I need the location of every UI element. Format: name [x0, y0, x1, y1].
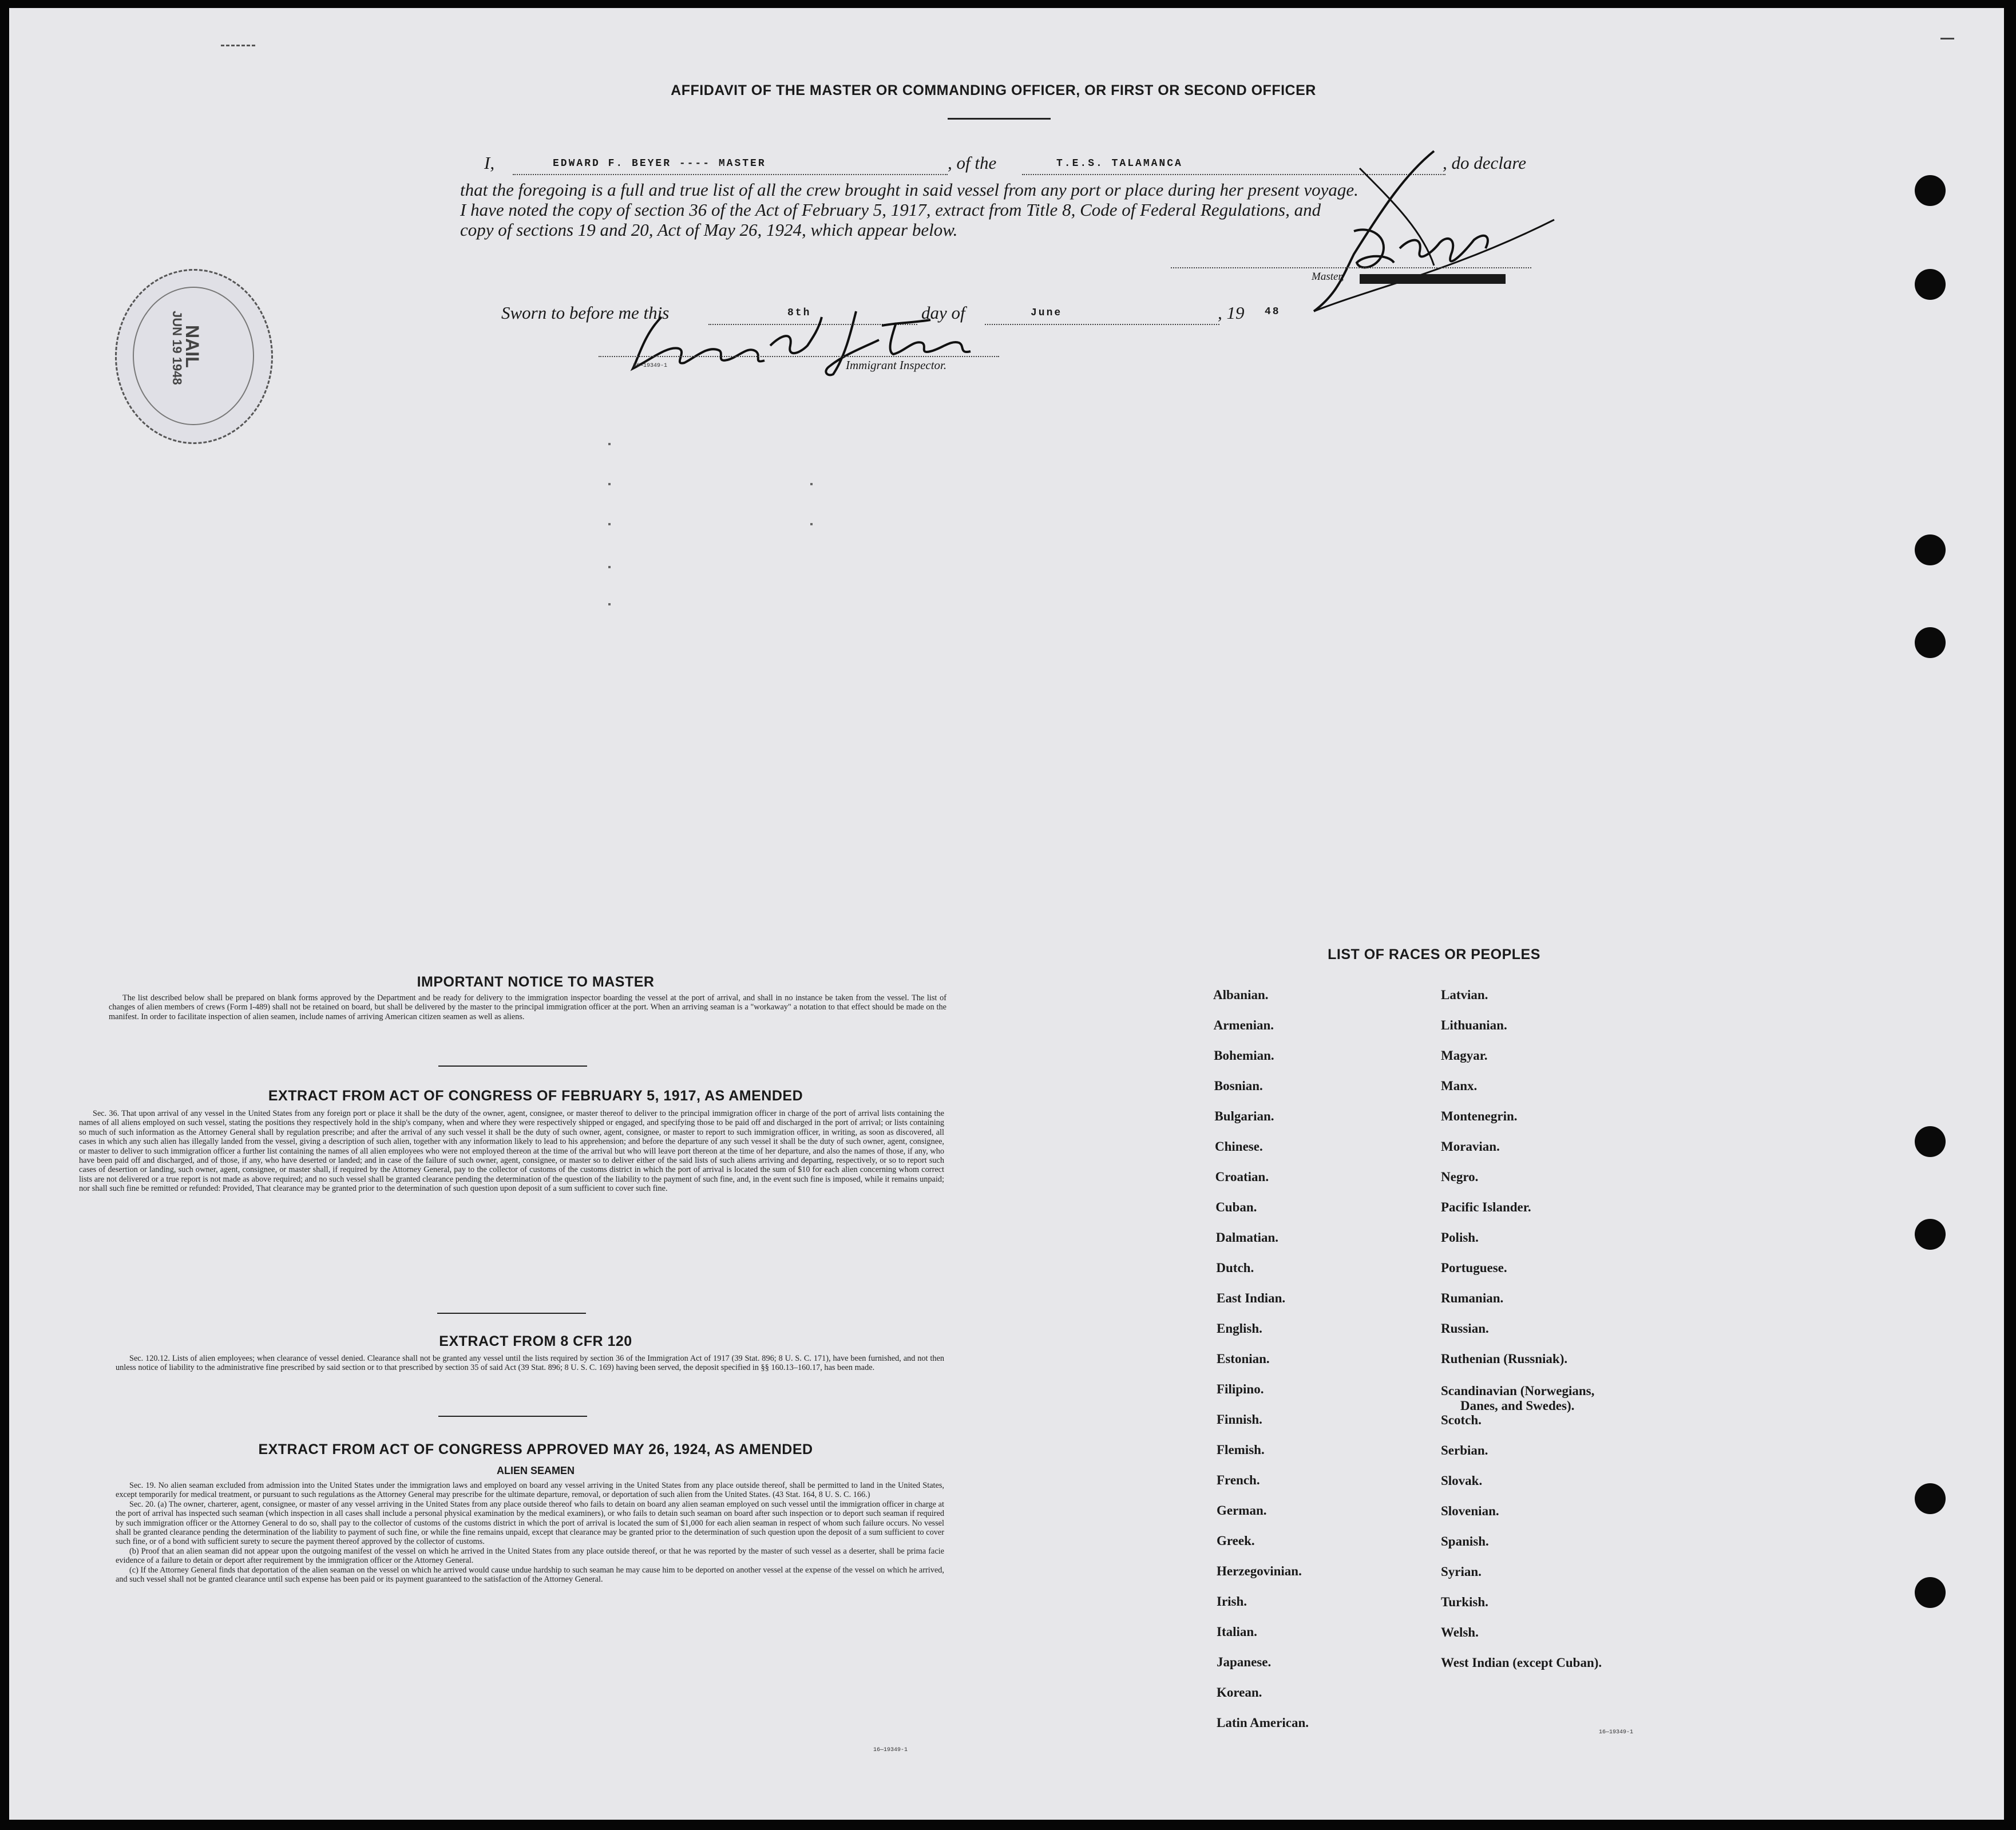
notice-text-block — [109, 993, 946, 1021]
race-item: Flemish. — [1217, 1443, 1265, 1457]
race-item: French. — [1217, 1473, 1260, 1487]
race-item: Scotch. — [1441, 1413, 1482, 1427]
race-item: Latin American. — [1217, 1716, 1309, 1730]
race-item: Estonian. — [1217, 1352, 1270, 1366]
extract-1917-block — [79, 1109, 944, 1194]
race-item: East Indian. — [1217, 1291, 1286, 1305]
stamp-text-nail: NAIL — [182, 325, 203, 368]
sworn-month: June — [1031, 307, 1063, 319]
race-item: Welsh. — [1441, 1625, 1479, 1639]
punch-hole — [1915, 1483, 1946, 1514]
race-item: Danes, and Swedes). — [1460, 1399, 1575, 1413]
punch-hole — [1915, 269, 1946, 300]
race-item: Dalmatian. — [1215, 1230, 1279, 1245]
extract-8cfr-block — [116, 1354, 944, 1373]
of-the-label: , of the — [948, 153, 997, 173]
name-line — [513, 174, 948, 175]
affidavit-form-number: 16—19349-1 — [633, 363, 668, 369]
race-item: Finnish. — [1217, 1412, 1262, 1427]
inspector-label: Immigrant Inspector. — [846, 358, 947, 372]
punch-hole — [1915, 1126, 1946, 1157]
faint-mark — [810, 483, 813, 485]
faint-mark — [608, 523, 611, 525]
declarant-name: EDWARD F. BEYER ---- MASTER — [553, 158, 766, 169]
race-item: Japanese. — [1217, 1655, 1272, 1669]
extract-1924-block — [116, 1481, 944, 1584]
section-20b-text: (b) Proof that an alien seaman did not appear upon the outgoing manifest of the vessel on which he arrived in the United States from any place outside thereof, or that he was reported by the master of such vessel as a deserter, shall be prima facie evidence of a failure to detain or deport after requirement by the immigration officer or the Attorney General. — [116, 1546, 944, 1566]
race-item: Italian. — [1217, 1625, 1257, 1639]
sworn-year: 48 — [1265, 306, 1281, 318]
notice-text: The list described below shall be prepared on blank forms approved by the Department and be ready for delivery to the immigration inspector boarding the vessel at the port of arrival, and shall in no instance be taken from the vessel. The list of changes of alien members of crews (Form I-489) shall not be retained on board, but shall be delivered by the master to the principal immigration officer at the port. When an arriving seaman is a "workaway" a notation to that effect should be made on the manifest. In order to facilitate inspection of alien seamen, include names of arriving American citizen seamen as well as aliens. — [109, 993, 946, 1021]
race-item: Bulgarian. — [1214, 1109, 1274, 1123]
race-item: Pacific Islander. — [1441, 1200, 1531, 1214]
race-item: Portuguese. — [1441, 1261, 1507, 1275]
race-item: Dutch. — [1216, 1261, 1254, 1275]
extract-1917-title: EXTRACT FROM ACT OF CONGRESS OF FEBRUARY 5, 1917, AS AMENDED — [268, 1088, 803, 1104]
punch-hole — [1915, 175, 1946, 206]
punch-hole — [1915, 534, 1946, 565]
race-item: Ruthenian (Russniak). — [1441, 1352, 1568, 1366]
faint-mark — [608, 566, 611, 568]
stamp-text-date: JUN 19 1948 — [170, 311, 184, 385]
race-item: English. — [1217, 1321, 1262, 1336]
section-19-text: Sec. 19. No alien seaman excluded from admission into the United States under the immigration laws and employed on board any vessel arriving in the United States from any place outside thereof, shall be permitted to land in the United States, except temporarily for medical treatment, or pursuant to such regulations as the Attorney General may prescribe for the ultimate departure, removal, or deportation of such alien from the United States. (43 Stat. 164, 8 U. S. C. 166.) — [116, 1481, 944, 1500]
race-item: Filipino. — [1217, 1382, 1264, 1396]
faint-mark — [608, 603, 611, 605]
affidavit-line-4: copy of sections 19 and 20, Act of May 26, 1924, which appear below. — [460, 220, 958, 240]
race-item: Cuban. — [1215, 1200, 1257, 1214]
affidavit-title: AFFIDAVIT OF THE MASTER OR COMMANDING OFFICER, OR FIRST OR SECOND OFFICER — [671, 82, 1316, 98]
race-item: Armenian. — [1213, 1018, 1274, 1032]
race-item: Bosnian. — [1214, 1079, 1263, 1093]
race-item: Montenegrin. — [1441, 1109, 1518, 1123]
extract-8cfr-title: EXTRACT FROM 8 CFR 120 — [439, 1333, 632, 1349]
race-item: Scandinavian (Norwegians, — [1441, 1384, 1595, 1398]
race-item: Greek. — [1217, 1534, 1255, 1548]
race-item: Chinese. — [1215, 1139, 1263, 1154]
race-item: Syrian. — [1441, 1564, 1482, 1579]
punch-hole — [1915, 1577, 1946, 1608]
extract-8cfr-text: Sec. 120.12. Lists of alien employees; when clearance of vessel denied. Clearance shall not be granted any vessel until the lists required by section 36 of the Immigration Act of 1917 (39 Stat. 896; 8 U. S. C. 171), have been furnished, and not then unless notice of liability to the administrative fine prescribed by said section or to that prescribed by section 35 of said Act (39 Stat. 896; 8 U. S. C. 169) having been served, the deposit specified in §§ 160.13–160.17, has been made. — [116, 1354, 944, 1373]
punch-hole — [1915, 627, 1946, 658]
race-item: Moravian. — [1441, 1139, 1500, 1154]
sworn-day: 8th — [787, 307, 811, 319]
affidavit-line-3: I have noted the copy of section 36 of the Act of February 5, 1917, extract from Title 8, Code of Federal Regulations, and — [460, 200, 1321, 220]
section-20a-text: Sec. 20. (a) The owner, charterer, agent, consignee, or master of any vessel arriving in the United States from any place outside thereof who fails to detain on board any alien seaman employed on such vessel until the immigration officer in charge at the port of arrival has inspected such seaman (which inspection in all cases shall include a personal physical examination by the medical examiners), or who fails to detain such seaman on board after such inspection or to deport such seaman if required by such immigration officer or the Attorney General to do so, shall pay to the collector of customs of the customs district in which the port of arrival is located the sum of $1,000 for each alien seaman in respect of whom such failure occurs. No vessel shall be granted clearance pending the determination of the liability to payment of such fine, or while the fine remains unpaid, except that clearance may be granted prior to the determination of such question upon the deposit of a sum sufficient to cover such fine, or of a bond with sufficient surety to secure the payment thereof approved by the collector of customs. — [116, 1499, 944, 1547]
race-item: Irish. — [1217, 1594, 1247, 1609]
race-item: Polish. — [1441, 1230, 1479, 1245]
race-item: Russian. — [1441, 1321, 1489, 1336]
date-stamp — [115, 269, 273, 444]
extract-form-number: 16—19349-1 — [873, 1747, 908, 1753]
faint-mark — [810, 523, 813, 525]
section-rule — [437, 1313, 586, 1314]
vessel-name: T.E.S. TALAMANCA — [1056, 158, 1183, 169]
race-item: Herzegovinian. — [1217, 1564, 1302, 1578]
race-item: Negro. — [1441, 1170, 1479, 1184]
race-item: Magyar. — [1441, 1048, 1488, 1063]
master-label: Master, — [1312, 271, 1344, 283]
race-item: Slovak. — [1441, 1473, 1483, 1488]
race-item: Croatian. — [1215, 1170, 1269, 1184]
year-prefix: , 19 — [1218, 303, 1245, 323]
races-form-number: 16—19349-1 — [1599, 1729, 1634, 1736]
do-declare-label: , do declare — [1443, 153, 1527, 173]
race-item: Rumanian. — [1441, 1291, 1504, 1305]
faint-mark — [608, 483, 611, 485]
faint-mark — [608, 443, 611, 445]
inspector-signature-line — [599, 356, 999, 357]
race-item: Turkish. — [1441, 1595, 1488, 1609]
affidavit-line-2: that the foregoing is a full and true list of all the crew brought in said vessel from any port or place during her present voyage. — [460, 180, 1358, 200]
corner-mark — [1940, 38, 1954, 39]
extract-1917-text: Sec. 36. That upon arrival of any vessel in the United States from any foreign port or place it shall be the duty of the owner, agent, consignee, or master thereof to deliver to the principal immigration officer in charge of the port of arrival lists containing the names of all aliens employed on such vessel, stating the positions they respectively hold in the ship's company, when and where they were respectively shipped or engaged, and specifying those to be paid off and discharged in the port of arrival; or lists containing so much of such information as the Attorney General shall by regulation prescribe; and after the arrival of any such vessel it shall be the duty of such owner, agent, consignee, or master to report to such immigration officer, in writing, as soon as discovered, all cases in which any such alien has illegally landed from the vessel, giving a description of such alien, together with any information likely to lead to his apprehension; and before the departure of any such vessel it shall be the duty of such owner, agent, consignee, or master to deliver to such immigration officer a further list containing the names of all alien employees who were not employed thereon at the time of the arrival but who will leave port thereon at the time of her departure, and also the names of those, if any, who have been paid off and discharged, and of those, if any, who have deserted or landed; and in case of the failure of such owner, agent, consignee, or master so to deliver either of the said lists of such aliens arriving and departing, respectively, or so to report such cases of desertion or landing, such owner, agent, consignee, or master shall, if required by the Attorney General, pay to the collector of customs of the customs district in which the port of arrival is located the sum of $10 for each alien concerning whom correct lists are not delivered or a true report is not made as above required; and no such vessel shall be granted clearance pending the determination of the question of the liability to the payment of such fine, and, in the event such fine is imposed, while it remains unpaid; nor shall such fine be remitted or refunded: Provided, That clearance may be granted prior to the determination of such question upon deposit of a sum sufficient to cover such fine. — [79, 1109, 944, 1194]
race-item: Manx. — [1441, 1079, 1478, 1093]
race-item: Bohemian. — [1214, 1048, 1274, 1063]
race-item: Korean. — [1217, 1685, 1262, 1700]
race-item: Slovenian. — [1441, 1504, 1499, 1518]
race-item: Spanish. — [1441, 1534, 1489, 1548]
section-rule — [438, 1416, 587, 1417]
race-item: Latvian. — [1441, 988, 1488, 1002]
master-signature-line — [1171, 267, 1531, 268]
races-title: LIST OF RACES OR PEOPLES — [1328, 946, 1540, 962]
sworn-prefix: Sworn to before me this — [501, 303, 670, 323]
extract-1924-title: EXTRACT FROM ACT OF CONGRESS APPROVED MAY 26, 1924, AS AMENDED — [258, 1441, 813, 1457]
race-item: West Indian (except Cuban). — [1441, 1655, 1602, 1670]
title-rule — [948, 118, 1051, 120]
notice-title: IMPORTANT NOTICE TO MASTER — [417, 974, 655, 990]
punch-hole — [1915, 1219, 1946, 1250]
race-item: Albanian. — [1213, 988, 1269, 1002]
sworn-month-line — [985, 324, 1219, 325]
struck-title — [1360, 274, 1506, 284]
declarant-prefix: I, — [484, 153, 495, 173]
document-page — [9, 8, 2004, 1820]
race-item: Serbian. — [1441, 1443, 1488, 1457]
alien-seamen-subtitle: ALIEN SEAMEN — [496, 1465, 575, 1476]
master-signature — [1302, 140, 1566, 317]
corner-mark — [221, 45, 255, 48]
section-20c-text: (c) If the Attorney General finds that deportation of the alien seaman on the vessel on which he arrived would cause undue hardship to such seaman he may cause him to be deported on another vessel at the expense of the vessel on which he arrived, and such vessel shall not be granted clearance until such expense has been paid or its payment guaranteed to the satisfaction of the Attorney General. — [116, 1565, 944, 1585]
race-item: Lithuanian. — [1441, 1018, 1507, 1032]
race-item: German. — [1217, 1503, 1267, 1518]
day-of-label: day of — [921, 303, 965, 323]
section-rule — [438, 1065, 587, 1067]
